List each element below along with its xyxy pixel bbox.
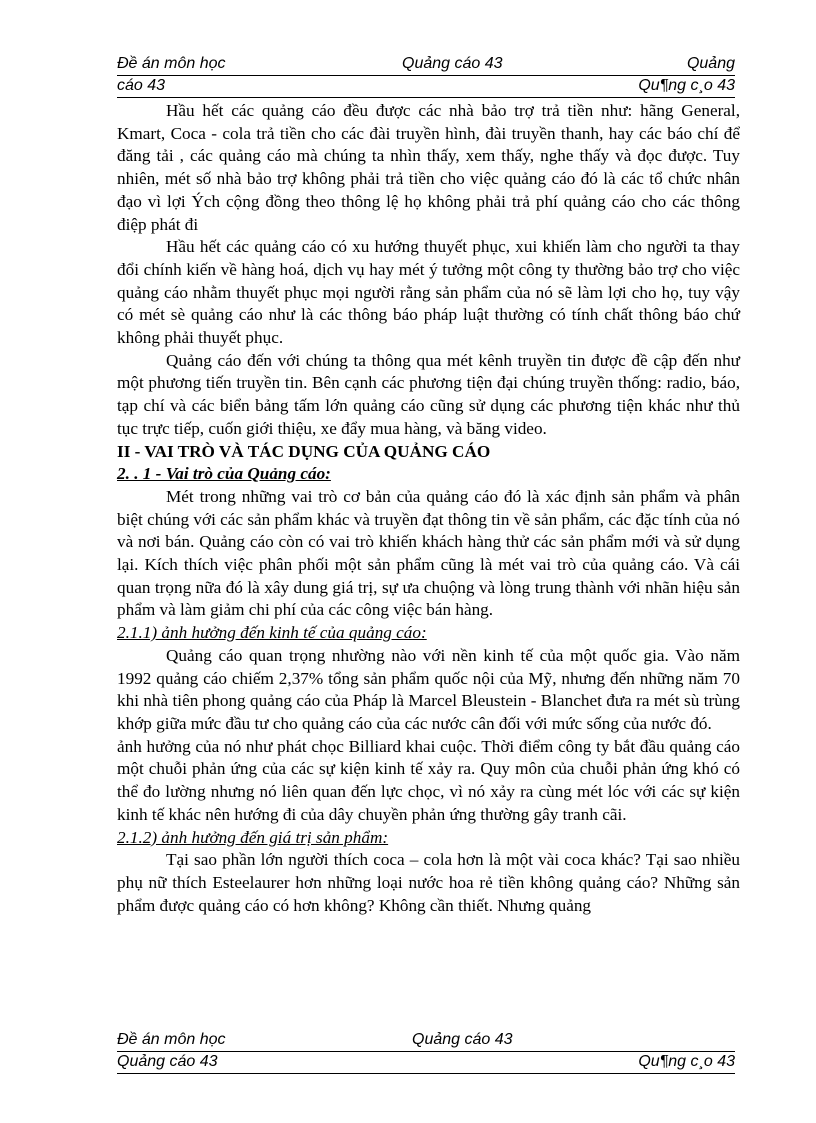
paragraph-6: ảnh hưởng của nó như phát chọc Billiard khai cuộc. Thời điểm công ty bắt đầu quảng cáo một chuỗi phản ứng của các sự kiện kinh tế xảy ra. Quy môn của chuỗi phản ứng khó có thể đo lường nhưng nó liên quan đến lực chọc, vì nó xảy ra cùng mét lóc với các sự kiện kinh tế khác nên hướng đi của dây chuyền phản ứng thường gây tranh cãi.	[117, 736, 740, 824]
paragraph-7: Tại sao phần lớn người thích coca – cola hơn là một vài coca khác? Tại sao nhiều phụ nữ thích Esteelaurer hơn những loại nước hoa rẻ tiền không quảng cáo? Những sản phẩm được quảng cáo có hơn không? Không cần thiết. Nhưng quảng	[117, 850, 740, 915]
footer-left-2: Quảng cáo 43	[117, 1053, 218, 1070]
paragraph-5: Quảng cáo quan trọng nhường nào với nền kinh tế của một quốc gia. Vào năm 1992 quảng cáo chiếm 2,37% tổng sản phẩm quốc nội của Mỹ, nhưng đến những năm 70 khi nhà tiên phong quảng cáo của Pháp là Marcel Bleustein - Blanchet đưa ra mét sù trùng khớp giữa mức đầu tư cho quảng cáo của các nước cân đối với mức sống của nước đó.	[117, 645, 740, 733]
footer-left: Đề án môn học	[117, 1031, 226, 1048]
header-row-1	[117, 54, 735, 76]
footer-row-1	[117, 1030, 735, 1052]
header-right-top: Quảng	[686, 55, 735, 72]
header-center: Quảng cáo 43	[402, 55, 503, 72]
header-left: Đề án môn học	[117, 55, 226, 72]
heading-2-1-1: 2.1.1) ảnh hưởng đến kinh tế của quảng cáo:	[117, 623, 427, 643]
paragraph-1: Hầu hết các quảng cáo đều được các nhà bảo trợ trả tiền như: hãng General, Kmart, Coca - cola trả tiền cho các đài truyền hình, đài truyền thanh, hay các báo chí để đăng tải , các quảng cáo mà chúng ta nhìn thấy, xem thấy, nghe thấy và đọc được. Tuy nhiên, mét số nhà bảo trợ không phải trả tiền cho việc quảng cáo đó là các tổ chức nhân đạo vì lợi Ých cộng đồng theo thông lệ họ không phải trả phí quảng cáo cho các thông điệp phát đi	[117, 101, 740, 234]
header-right-cont: cáo 43	[117, 77, 166, 94]
paragraph-4: Mét trong những vai trò cơ bản của quảng cáo đó là xác định sản phẩm và phân biệt chúng với các sản phẩm khác và truyền đạt thông tin về sản phẩm, các đặc tính của nó và nơi bán. Quảng cáo còn có vai trò khiến khách hàng thử các sản phẩm mới và sử dụng lại. Kích thích việc phân phối một sản phẩm cũng là mét vai trò của quảng cáo. Và cái quan trọng nữa đó là xây dung giá trị, sự ưa chuộng và lòng trung thành với nhãn hiệu sản phẩm và làm giảm chi phí của các công việc bán hàng.	[117, 486, 740, 620]
footer-center: Quảng cáo 43	[412, 1031, 513, 1048]
footer-right-2: Qu¶ng c¸o 43	[638, 1053, 735, 1070]
heading-2-1-2: 2.1.2) ảnh hưởng đến giá trị sản phẩm:	[117, 827, 389, 847]
header-row-2	[117, 76, 735, 98]
subsection-heading: 2. . 1 - Vai trò của Quảng cáo:	[117, 464, 331, 484]
paragraph-2: Hầu hết các quảng cáo có xu hướng thuyết phục, xui khiến làm cho người ta thay đổi chính kiến về hàng hoá, dịch vụ hay mét ý tưởng một công ty thường bảo trợ cho việc quảng cáo nhằm thuyết phục mọi người rằng sản phẩm của nó sẽ làm lợi cho họ, tuy vậy có mét sè quảng cáo như là các thông báo pháp luật thường có tính chất thông báo chứ không phải thuyết phục.	[117, 237, 740, 348]
footer-row-2	[117, 1052, 735, 1074]
header-right-bottom: Qu¶ng c¸o 43	[638, 77, 735, 94]
paragraph-3: Quảng cáo đến với chúng ta thông qua mét kênh truyền tin được đề cập đến như một phương tiến truyền tin. Bên cạnh các phương tiện đại chúng truyền thống: radio, báo, tạp chí và các biển bảng tấm lớn quảng cáo cũng sử dụng các phương tiện khác như thủ tục trực tiếp, cuốn giới thiệu, xe đẩy mua hàng, và băng video.	[117, 350, 740, 438]
section-heading: II - VAI TRÒ VÀ TÁC DỤNG CỦA QUẢNG CÁO	[117, 441, 491, 461]
page-body	[117, 100, 740, 917]
page-footer	[117, 1030, 735, 1074]
page-header	[117, 54, 735, 98]
